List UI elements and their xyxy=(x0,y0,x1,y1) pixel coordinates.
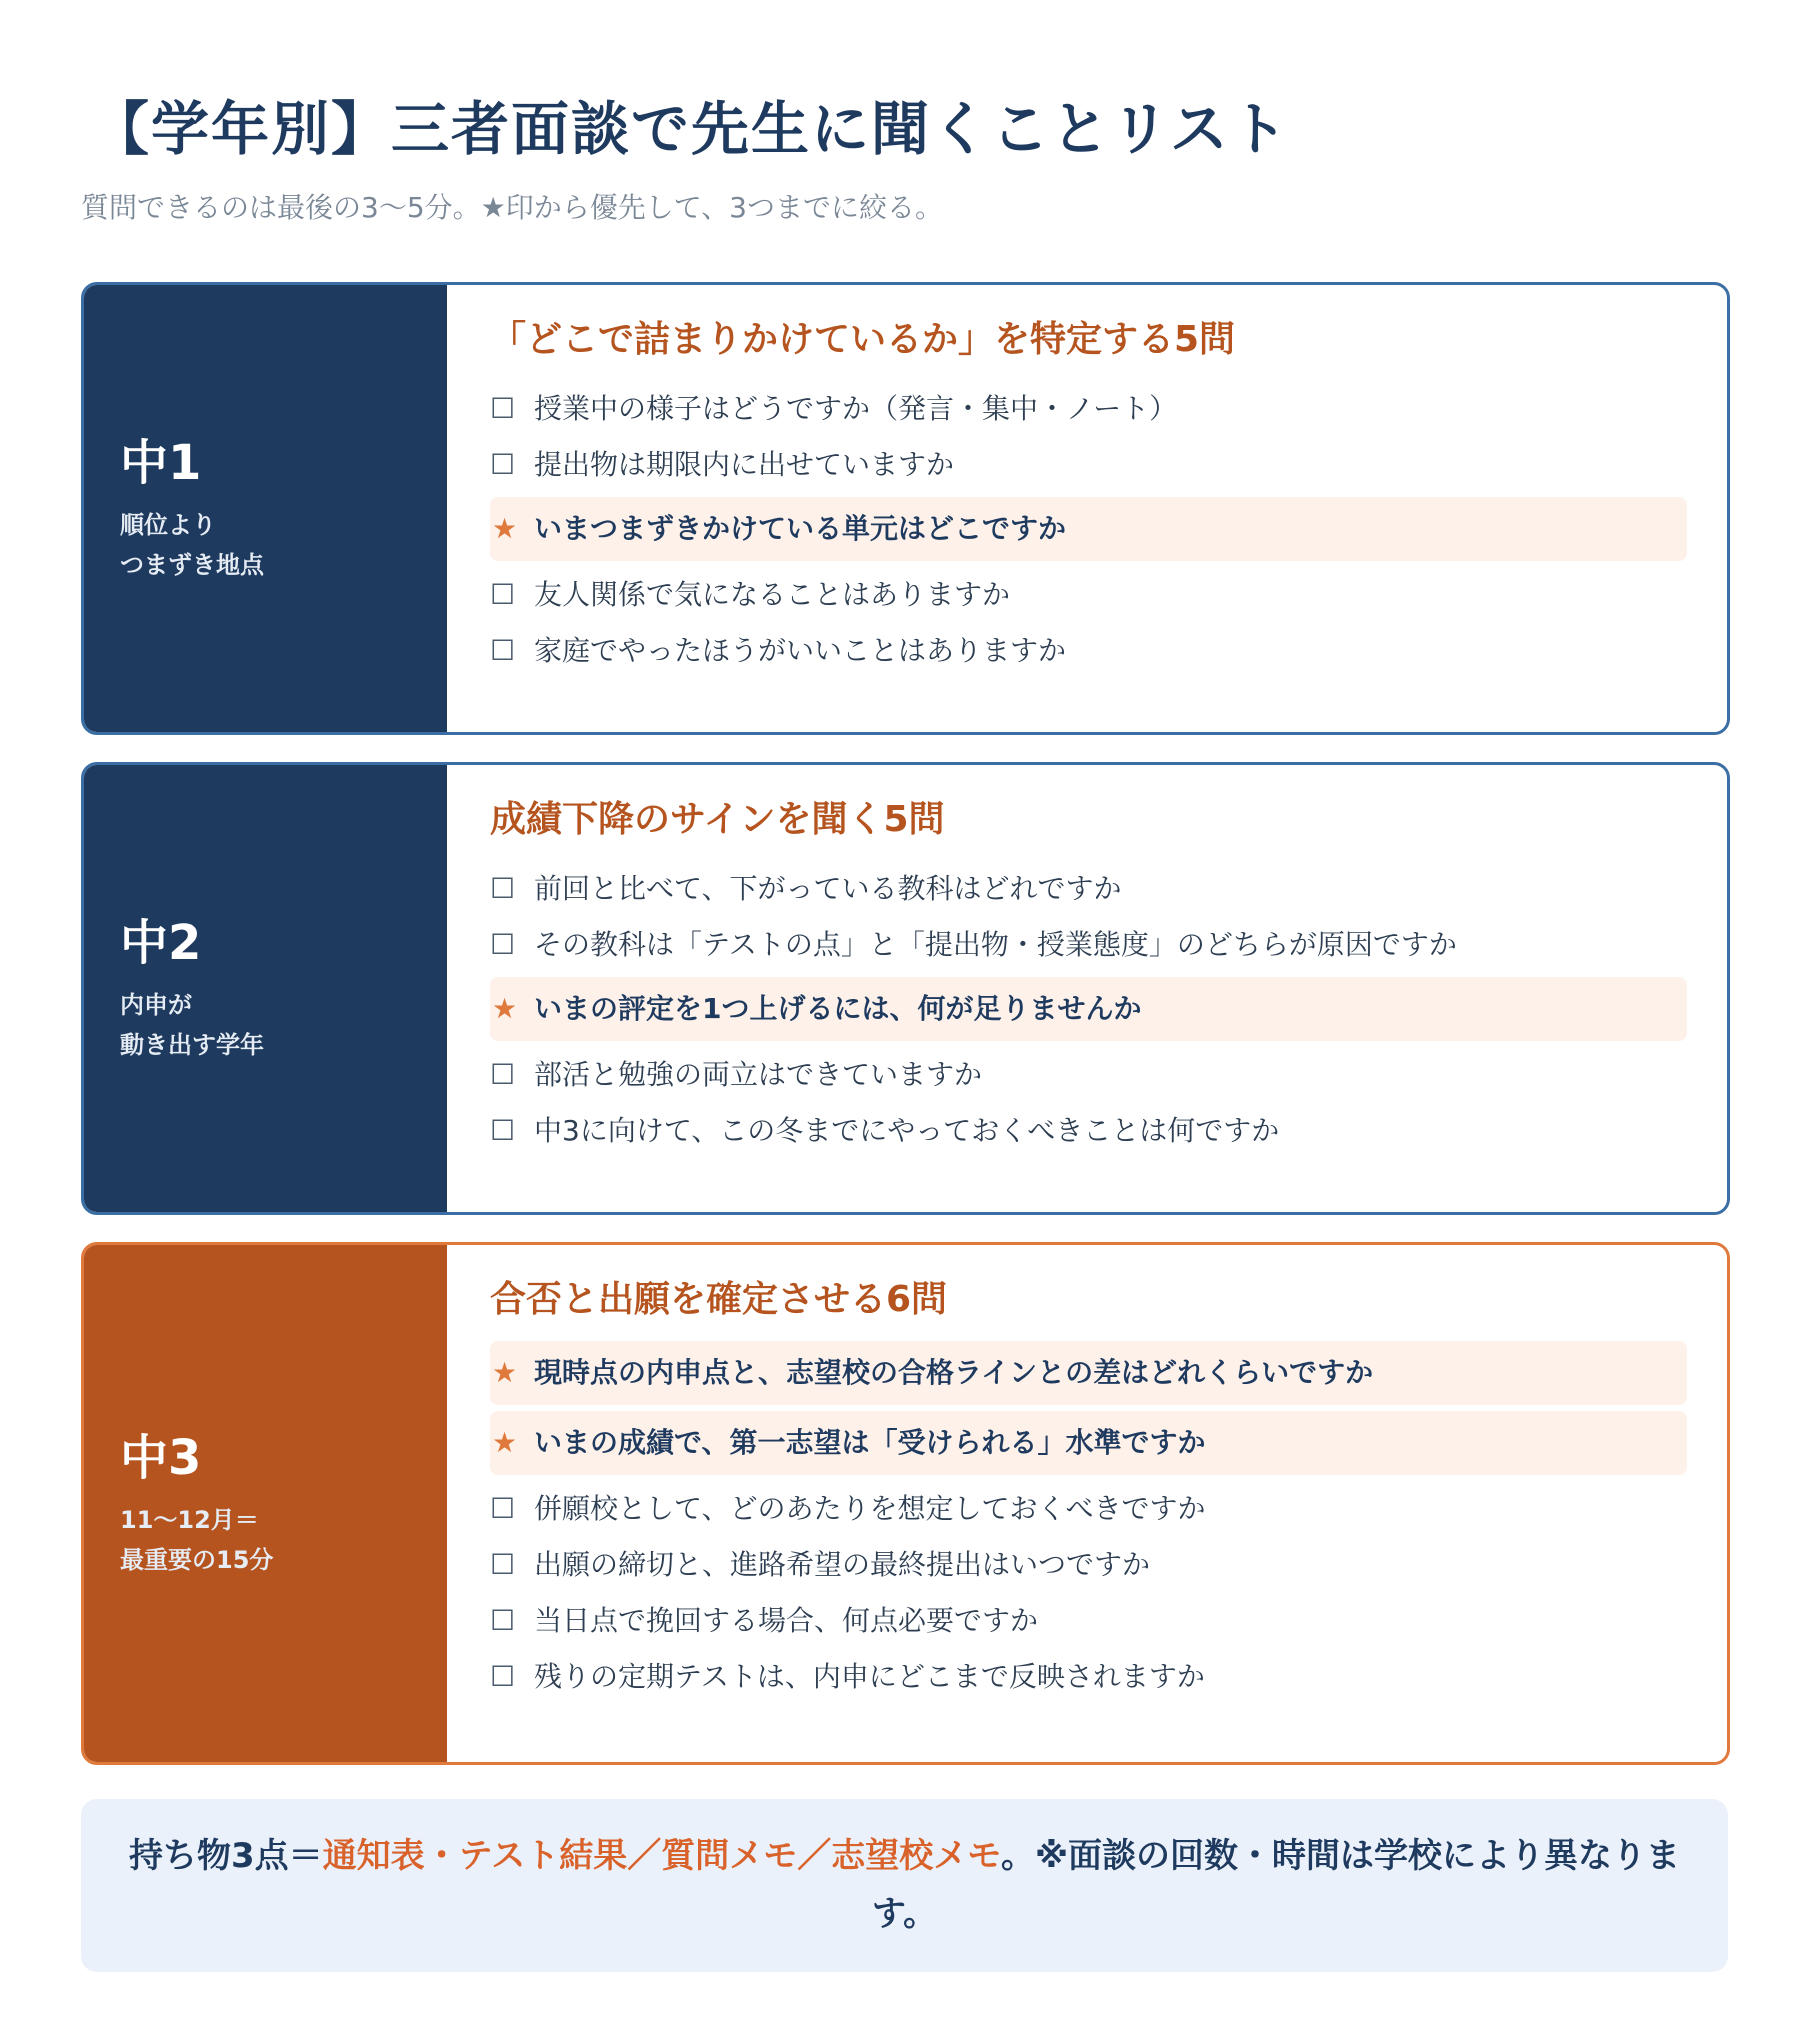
question-text: 授業中の様子はどうですか（発言・集中・ノート） xyxy=(534,392,1178,425)
question-text: 部活と勉強の両立はできていますか xyxy=(534,1058,983,1091)
grade-note-line1: 順位より xyxy=(120,510,216,539)
checkbox-icon[interactable]: ☐ xyxy=(490,634,516,667)
star-icon: ★ xyxy=(492,512,518,545)
question-text: いまの評定を1つ上げるには、何が足りませんか xyxy=(534,992,1142,1025)
priority-question-item xyxy=(490,1341,1687,1405)
question-item[interactable] xyxy=(490,1047,1687,1103)
checkbox-icon[interactable]: ☐ xyxy=(490,392,516,425)
grade-note-line1: 11〜12月＝ xyxy=(120,1505,259,1534)
question-item[interactable] xyxy=(490,381,1687,437)
checkbox-icon[interactable]: ☐ xyxy=(490,578,516,611)
grade-label: 中3 xyxy=(120,1429,202,1486)
question-text: 家庭でやったほうがいいことはありますか xyxy=(534,634,1067,667)
question-text: 現時点の内申点と、志望校の合格ラインとの差はどれくらいですか xyxy=(534,1356,1374,1389)
question-text: 残りの定期テストは、内申にどこまで反映されますか xyxy=(534,1660,1205,1693)
card-heading: 合否と出願を確定させる6問 xyxy=(490,1279,948,1320)
checkbox-icon[interactable]: ☐ xyxy=(490,448,516,481)
question-item[interactable] xyxy=(490,1103,1687,1159)
grade-note-line1: 内申が xyxy=(120,990,192,1019)
question-item[interactable] xyxy=(490,567,1687,623)
grade-card-1 xyxy=(81,282,1730,735)
question-text: 前回と比べて、下がっている教科はどれですか xyxy=(534,872,1122,905)
grade-note-line2: 動き出す学年 xyxy=(120,1030,264,1059)
footer-prefix: 持ち物3点＝ xyxy=(128,1836,323,1876)
star-icon: ★ xyxy=(492,1426,518,1459)
question-item[interactable] xyxy=(490,1649,1687,1705)
question-item[interactable] xyxy=(490,1481,1687,1537)
star-icon: ★ xyxy=(492,992,518,1025)
checkbox-icon[interactable]: ☐ xyxy=(490,1058,516,1091)
question-list xyxy=(490,795,1687,1159)
page-title: 【学年別】三者面談で先生に聞くことリスト xyxy=(91,95,1290,163)
footer-text xyxy=(121,1827,1688,1943)
checkbox-icon[interactable]: ☐ xyxy=(490,872,516,905)
footer-suffix: 。※面談の回数・時間は学校により異なります。 xyxy=(871,1836,1681,1934)
footer-note xyxy=(81,1799,1728,1972)
grade-side-panel xyxy=(84,765,447,1212)
priority-question-item xyxy=(490,497,1687,561)
card-heading: 「どこで詰まりかけているか」を特定する5問 xyxy=(490,319,1236,360)
grade-label: 中2 xyxy=(120,914,202,971)
question-item[interactable] xyxy=(490,1537,1687,1593)
grade-note-line2: 最重要の15分 xyxy=(120,1545,274,1574)
question-list xyxy=(490,315,1687,679)
question-text: いまつまずきかけている単元はどこですか xyxy=(534,512,1067,545)
grade-side-panel xyxy=(84,285,447,732)
question-text: いまの成績で、第一志望は「受けられる」水準ですか xyxy=(534,1426,1206,1459)
grade-label: 中1 xyxy=(120,434,202,491)
question-list xyxy=(490,1275,1687,1705)
checkbox-icon[interactable]: ☐ xyxy=(490,928,516,961)
question-item[interactable] xyxy=(490,917,1687,973)
question-text: 併願校として、どのあたりを想定しておくべきですか xyxy=(534,1492,1206,1525)
checkbox-icon[interactable]: ☐ xyxy=(490,1114,516,1147)
question-item[interactable] xyxy=(490,437,1687,493)
checkbox-icon[interactable]: ☐ xyxy=(490,1492,516,1525)
priority-question-item xyxy=(490,1411,1687,1475)
question-text: 出願の締切と、進路希望の最終提出はいつですか xyxy=(534,1548,1151,1581)
question-text: 当日点で挽回する場合、何点必要ですか xyxy=(534,1604,1039,1637)
grade-side-panel xyxy=(84,1245,447,1762)
question-item[interactable] xyxy=(490,623,1687,679)
footer-items: 通知表・テスト結果／質問メモ／志望校メモ xyxy=(322,1836,1001,1876)
checkbox-icon[interactable]: ☐ xyxy=(490,1604,516,1637)
grade-card-2 xyxy=(81,762,1730,1215)
question-text: その教科は「テストの点」と「提出物・授業態度」のどちらが原因ですか xyxy=(534,928,1457,961)
question-text: 提出物は期限内に出せていますか xyxy=(534,448,955,481)
page-subtitle: 質問できるのは最後の3〜5分。★印から優先して、3つまでに絞る。 xyxy=(81,191,943,224)
grade-note-line2: つまずき地点 xyxy=(120,550,264,579)
question-item[interactable] xyxy=(490,861,1687,917)
question-text: 友人関係で気になることはありますか xyxy=(534,578,1011,611)
grade-card-3 xyxy=(81,1242,1730,1765)
checkbox-icon[interactable]: ☐ xyxy=(490,1548,516,1581)
star-icon: ★ xyxy=(492,1356,518,1389)
question-text: 中3に向けて、この冬までにやっておくべきことは何ですか xyxy=(534,1114,1280,1147)
question-item[interactable] xyxy=(490,1593,1687,1649)
priority-question-item xyxy=(490,977,1687,1041)
card-heading: 成績下降のサインを聞く5問 xyxy=(490,799,945,840)
checkbox-icon[interactable]: ☐ xyxy=(490,1660,516,1693)
